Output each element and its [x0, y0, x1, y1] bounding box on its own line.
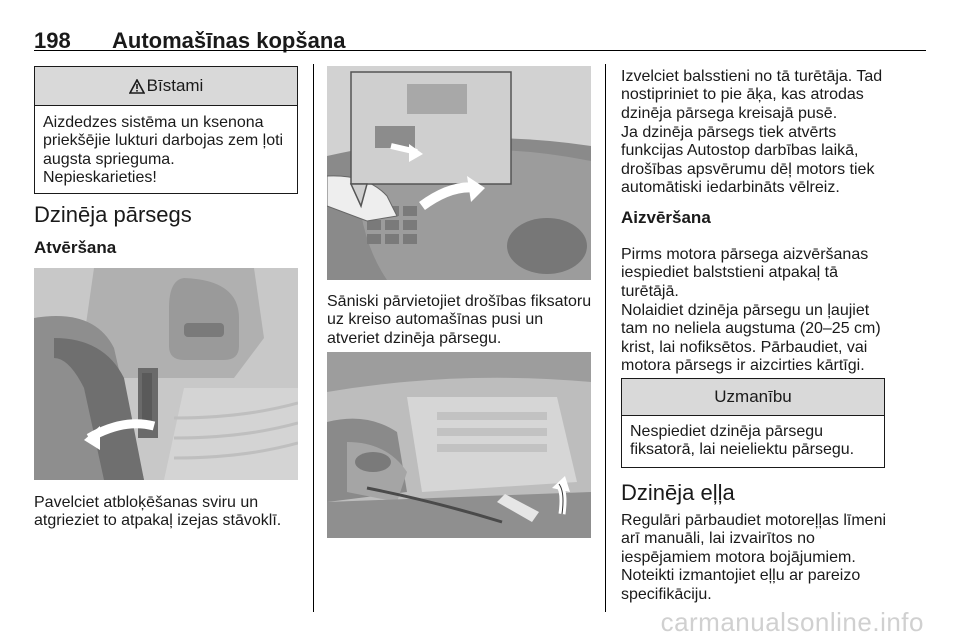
paragraph-line: tam no neliela augstuma (20–25 cm) — [621, 320, 881, 338]
release-lever-illustration — [34, 268, 298, 480]
warning-line: priekšējie lukturi darbojas zem ļoti — [43, 132, 284, 150]
caution-line: fiksatorā, lai neieliektu pārsegu. — [630, 441, 855, 459]
section-title-engine-oil: Dzinēja eļļa — [621, 480, 735, 505]
warning-text — [35, 106, 297, 188]
caption-line: atveriet dzinēja pārsegu. — [327, 329, 502, 347]
column-divider-2 — [605, 64, 606, 612]
caption-line: atgrieziet to atpakaļ izejas stāvoklī. — [34, 512, 282, 530]
caption-line: Pavelciet atbloķēšanas sviru un — [34, 494, 259, 511]
prop-rod-instruction — [621, 68, 882, 123]
paragraph-line: arī manuāli, lai izvairītos no — [621, 530, 815, 548]
header-rule — [34, 50, 926, 51]
paragraph-line: automātiski iedarbināts vēlreiz. — [621, 179, 840, 197]
warning-line: Aizdedzes sistēma un ksenona — [43, 114, 264, 131]
paragraph-line: iespējamiem motora bojājumiem. — [621, 548, 856, 566]
paragraph-line: drošības apsvērumu dēļ motors tiek — [621, 160, 875, 178]
warning-box — [34, 66, 298, 194]
caption-release-lever — [34, 494, 281, 531]
warning-line: augsta sprieguma. — [43, 150, 175, 168]
closing-step-1 — [621, 246, 868, 301]
autostop-note — [621, 124, 874, 198]
paragraph-line: Regulāri pārbaudiet motoreļļas līmeni — [621, 512, 887, 529]
subsection-opening: Atvēršana — [34, 238, 117, 257]
engine-oil-paragraph — [621, 512, 886, 604]
warning-box-header — [35, 67, 297, 106]
section-title-hood: Dzinēja pārsegs — [34, 202, 192, 227]
page-title: Automašīnas kopšana — [112, 28, 346, 53]
paragraph-line: iespiediet balststieni atpakaļ tā — [621, 264, 839, 282]
paragraph-line: Izvelciet balsstieni no tā turētāja. Tad — [621, 68, 883, 85]
column-divider-1 — [313, 64, 314, 612]
page-number: 198 — [34, 28, 71, 53]
caption-line: Sāniski pārvietojiet drošības fiksatoru — [327, 293, 592, 310]
warning-title: Bīstami — [146, 76, 204, 95]
warning-line: Nepieskarieties! — [43, 169, 157, 187]
paragraph-line: specifikāciju. — [621, 585, 712, 603]
caution-title: Uzmanību — [714, 387, 792, 406]
caution-box-header — [622, 379, 884, 416]
safety-catch-illustration — [327, 66, 591, 280]
closing-step-2 — [621, 302, 881, 376]
paragraph-line: Pirms motora pārsega aizvēršanas — [621, 246, 869, 263]
watermark: carmanualsonline.info — [660, 607, 924, 637]
caption-line: uz kreiso automašīnas pusi un — [327, 311, 544, 329]
paragraph-line: Ja dzinēja pārsegs tiek atvērts — [621, 124, 837, 141]
caption-safety-catch — [327, 293, 591, 348]
warning-triangle-icon — [129, 79, 145, 94]
paragraph-line: motora pārsegs ir aizcirties kārtīgi. — [621, 357, 865, 375]
caution-box — [621, 378, 885, 468]
subsection-closing: Aizvēršana — [621, 208, 711, 227]
engine-prop-rod-illustration — [327, 352, 591, 538]
caution-line: Nespiediet dzinēja pārsegu — [630, 423, 824, 440]
paragraph-line: nostipriniet to pie āķa, kas atrodas — [621, 86, 864, 104]
paragraph-line: dzinēja pārsega kreisajā pusē. — [621, 104, 838, 122]
paragraph-line: funkcijas Autostop darbības laikā, — [621, 142, 859, 160]
paragraph-line: turētājā. — [621, 282, 679, 300]
paragraph-line: krist, lai nofiksētos. Pārbaudiet, vai — [621, 338, 868, 356]
paragraph-line: Nolaidiet dzinēja pārsegu un ļaujiet — [621, 302, 870, 319]
paragraph-line: Noteikti izmantojiet eļļu ar pareizo — [621, 567, 861, 585]
caution-text — [622, 416, 884, 460]
